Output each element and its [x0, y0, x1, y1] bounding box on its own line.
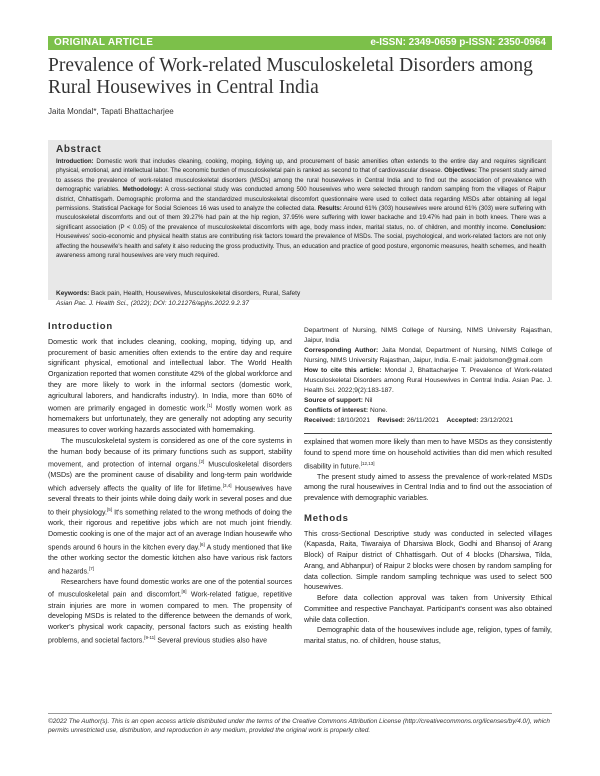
abstract-conclusion-label: Conclusion:: [510, 223, 546, 231]
cite-label: How to cite this article:: [304, 367, 382, 374]
affiliation-dept: Department of Nursing, NIMS College of Nursing, NIMS University Rajasthan, Jaipur, India: [304, 327, 552, 344]
right-column: [304, 437, 552, 647]
conflicts-label: Conflicts of interest:: [304, 407, 369, 414]
intro-p2-c: Housewives have several threats to their joints while doing daily work in several poses and due to their physiology.: [48, 484, 292, 517]
article-type: ORIGINAL ARTICLE: [54, 37, 154, 48]
footer-divider: [48, 713, 552, 714]
ref[interactable]: [6]: [199, 541, 205, 547]
corr-label: Corresponding Author:: [304, 347, 379, 354]
abstract-results: Around 61% (303) housewives were around 61% (303) were suffering with musculoskeletal discomforts and out of them 39.27% had pain at the hip region, 37.95% were suffering with lower backache and 19.47% had pain in both knees. There was a significant association (P < 0.05) of the prevalence of musculoskeletal discomforts with age, body mass index, marital status, no. of children, and monthly income.: [56, 205, 546, 231]
abstract-intro: Domestic work that includes cleaning, cooking, moping, tidying up, and procurement of basic amenities often extends to the entire day and requires significant physical, emotional, and intellectual labor. The economic burden of musculoskeletal pain is ranked as second to that of cardiovascular disease.: [56, 158, 546, 175]
source-of-support: [304, 396, 552, 406]
abstract-results-label: Results:: [317, 205, 342, 213]
accepted-date: 23/12/2021: [480, 417, 514, 424]
abstract-heading: Abstract: [56, 144, 102, 155]
methods-heading: Methods: [304, 512, 349, 524]
right-paragraph-1: [304, 437, 552, 472]
intro-p3-text: Researchers have found domestic works are one of the potential sources of musculoskeletal pain and discomfort.: [48, 577, 292, 599]
keywords-label: Keywords:: [56, 290, 90, 297]
ref[interactable]: [3,4]: [222, 483, 232, 489]
keywords-list: Back pain, Health, Housewives, Musculoskeletal disorders, Rural, Safety: [91, 290, 301, 297]
right-paragraph-2: The present study aimed to assess the prevalence of work-related MSDs among the rural housewives in Central India and to find out the association of prevalence with demographic variables.: [304, 472, 552, 503]
methods-paragraph-3: Demographic data of the housewives include age, religion, types of family, marital status, no. of children, house status,: [304, 626, 552, 646]
abstract-conclusion: Housewives' socio-economic and physical health status are contributing risk factors toward the prevalence of MSDs. The social, psychological, and work-related factors are not only affecting the housewife's health and safety it also reducing the gross productivity. Thus, an education and practice of good posture, ergonomic measures, health schemes, and health awareness among rural housewives are very much required.: [56, 233, 546, 260]
intro-p2-b: Musculoskeletal disorders (MSDs) are the prominent cause of disability and long-term pain worldwide which adversely affects the quality of life for lifetime.: [48, 460, 292, 493]
ref[interactable]: [12,13]: [360, 460, 375, 466]
intro-p3-b: Work-related fatigue, repetitive strain injuries are more in women compared to men. The propensity of developing MSDs is related to the difference between the demands of work, worker's physical work capacity, personal factors such as existing health problems, and societal factors.: [48, 590, 293, 645]
intro-paragraph-1: [48, 337, 292, 436]
left-column: [48, 322, 292, 646]
corresponding-author: [304, 346, 552, 366]
abstract-intro-label: Introduction:: [56, 158, 94, 165]
intro-p1-text: Domestic work that includes cleaning, cooking, moping, tidying up, and procurement of basic amenities often extends to the entire day and require significant physical, emotional and intellectual labor. The World Health Organization reported that women constitute 42% of the global workforce and they are more likely to work in the informal sectors (domestic work, agricultural laborers, and handicrafts industry). In India, more than 60% of women are primarily engaged in domestic work.: [48, 337, 292, 413]
intro-p3-c: Several previous studies also have: [157, 636, 268, 645]
ref[interactable]: [7]: [89, 565, 95, 571]
intro-p1-tail: Mostly women work as homemakers but unfortunately, they are generally not adopting any security measures to cover working hazards associated with homemaking.: [48, 404, 292, 435]
divider: [304, 433, 552, 434]
authors: Jaita Mondal*, Tapati Bhattacharjee: [48, 107, 174, 116]
intro-paragraph-3: [48, 577, 292, 646]
intro-p2-e: A study mentioned that like the other working sector the domestic kitchen also have various risk factors and hazards.: [48, 543, 292, 575]
ref[interactable]: [2]: [199, 459, 205, 465]
received-date: 18/10/2021: [337, 417, 371, 424]
abstract-text: [56, 157, 546, 260]
conflicts-value: None.: [369, 407, 388, 414]
ref[interactable]: [5]: [106, 507, 112, 513]
methods-paragraph-1: This cross-Sectional Descriptive study was conducted in selected villages (Kapasda, Raita, Tiwaraiya of Dharsiwa Block, Godhi and Bhansoj of Arang Block) of Raipur district of Chhattisgarh. Out of 4 blocks (Dharsiwa, Tilda, Arang, and Abhanpur) of Raipur 2 blocks were chosen by random sampling for data collection. Simple random sampling technique was used to select 500 housewives.: [304, 529, 552, 592]
conflicts-of-interest: [304, 406, 552, 416]
ref[interactable]: [1]: [207, 403, 213, 409]
intro-p2-d: It's something related to the wrong methods of doing the work, their rigorous and repetitive jobs which are not much joint friendly. Domestic cooking is one of the major act of an average Indian housewife who spends around 6 hours in the kitchen every day.: [48, 508, 292, 552]
abstract-objectives: The present study aimed to assess the prevalence of work-related musculoskeletal disorders (MSDs) among the rural housewives in Central India and to find out the association of prevalence with demographic variables.: [56, 167, 546, 194]
ref[interactable]: [8]: [181, 589, 187, 595]
how-to-cite: [304, 366, 552, 396]
issn: e-ISSN: 2349-0659 p-ISSN: 2350-0964: [370, 37, 546, 48]
license-footer: ©2022 The Author(s). This is an open access article distributed under the terms of the Creative Commons Attribution License (http://creativecommons.org/licenses/by/4.0/), which permits unrestricted use, distribution, and reproduction in any medium, provided the original work is properly cited.: [48, 718, 550, 734]
cite-text: Mondal J, Bhattacharjee T. Prevalence of Work-related Musculoskeletal Disorders among Rural Housewives in Central India. Asian Pac. J. Health Sci. 2022;9(2):183-187.: [304, 367, 552, 394]
methods-paragraph-2: Before data collection approval was taken from University Ethical Committee and respective Panchayat. Participant's consent was also obtained while data collection.: [304, 594, 552, 624]
abstract-methodology: A cross-sectional study was conducted among 500 housewives who were selected through random sampling from the villages of Raipur district, Chhattisgarh. Demographic proforma and the standardized musculoskeletal discomfort questionnaire were used to collect data regarding MSDs after obtaining all legal permissions. Statistical Package for Social Sciences 16 was used to analyze the collected data.: [56, 186, 546, 213]
support-label: Source of support:: [304, 397, 363, 404]
revised-date: 26/11/2021: [406, 417, 440, 424]
intro-paragraph-2: [48, 436, 292, 577]
abstract-objectives-label: Objectives:: [444, 167, 477, 175]
intro-p2-text: The musculoskeletal system is considered as one of the core systems in the human body because of its primary functions such as support, stability movement, and protection of internal organs.: [48, 436, 292, 469]
article-title: Prevalence of Work-related Musculoskeletal Disorders among Rural Housewives in Central India: [48, 55, 533, 98]
corr-text: Jaita Mondal, Department of Nursing, NIMS College of Nursing, NIMS University Rajasthan, Jaipur, India. E-mail: jaidolsmon@gmail.com: [304, 347, 552, 364]
support-value: Nil: [364, 397, 373, 404]
accepted-label: Accepted:: [446, 417, 479, 424]
abstract-box: [48, 140, 552, 300]
dates: [304, 416, 552, 426]
received-label: Received:: [304, 417, 336, 424]
keywords: [56, 290, 300, 297]
affiliation-block: [304, 326, 552, 426]
revised-label: Revised:: [377, 417, 405, 424]
abstract-methodology-label: Methodology:: [122, 186, 163, 194]
introduction-heading: Introduction: [48, 321, 114, 332]
citation-line: Asian Pac. J. Health Sci., (2022); DOI: 10.21276/apjhs.2022.9.2.37: [56, 300, 249, 307]
article-banner: [48, 36, 552, 50]
right-p1-text: explained that women more likely than men to have MSDs as they consistently found to spend more time on household activities than did men which resulted disability in future.: [304, 438, 552, 470]
ref[interactable]: [9-11]: [144, 634, 156, 640]
